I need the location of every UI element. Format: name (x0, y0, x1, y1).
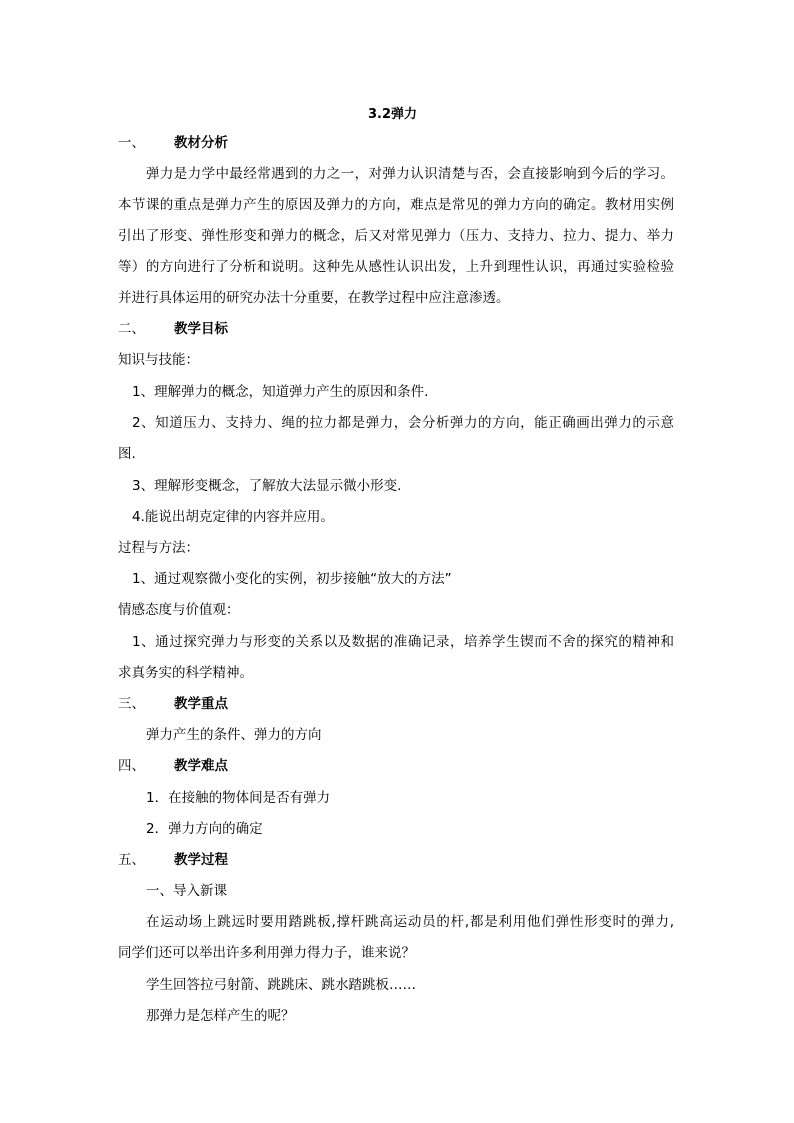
section-heading-difficulties (118, 756, 228, 776)
list-item: 1、通过观察微小变化的实例，初步接触“放大的方法” (132, 571, 452, 587)
list-item-continuation: 图. (118, 446, 136, 462)
section-heading-goals (118, 319, 228, 339)
subsection-label: 情感态度与价值观： (118, 602, 240, 618)
list-item: 2．弹力方向的确定 (146, 821, 263, 837)
paragraph-line: 引出了形变、弹性形变和弹力的概念，后又对常见弹力（压力、支持力、拉力、提力、举力 (118, 228, 674, 244)
paragraph-line: 同学们还可以举出许多利用弹力得力子，谁来说？ (118, 945, 415, 961)
subsection-label: 知识与技能： (118, 352, 199, 368)
section-title: 教学目标 (174, 321, 228, 337)
list-item: 3、理解形变概念，了解放大法显示微小形变. (132, 478, 402, 494)
list-item: 1、理解弹力的概念，知道弹力产生的原因和条件. (132, 384, 429, 400)
section-title: 教材分析 (174, 135, 228, 151)
section-number: 四、 (118, 758, 145, 774)
section-heading-analysis (118, 133, 228, 153)
list-item: 1、通过探究弹力与形变的关系以及数据的准确记录，培养学生锲而不舍的探究的精神和 (132, 634, 674, 650)
paragraph-line: 学生回答拉弓射箭、跳跳床、跳水踏跳板…… (146, 977, 416, 993)
list-item-continuation: 求真务实的科学精神。 (118, 665, 253, 681)
list-item: 2、知道压力、支持力、绳的拉力都是弹力，会分析弹力的方向，能正确画出弹力的示意 (132, 415, 674, 431)
paragraph-line: 并进行具体运用的研究办法十分重要，在教学过程中应注意渗透。 (118, 290, 510, 306)
section-number: 三、 (118, 696, 145, 712)
section-title: 教学难点 (174, 758, 228, 774)
subsection-label: 过程与方法： (118, 540, 199, 556)
subsection-label: 一、导入新课 (146, 883, 227, 899)
paragraph-line: 等）的方向进行了分析和说明。这种先从感性认识出发，上升到理性认识，再通过实验检验 (118, 259, 674, 275)
paragraph-line: 弹力是力学中最经常遇到的力之一，对弹力认识清楚与否，会直接影响到今后的学习。 (146, 166, 674, 182)
list-item: 1．在接触的物体间是否有弹力 (146, 790, 331, 806)
paragraph-line: 弹力产生的条件、弹力的方向 (146, 727, 322, 743)
document-title: 3.2弹力 (368, 107, 418, 122)
section-heading-key-points (118, 694, 228, 714)
section-number: 二、 (118, 321, 145, 337)
section-number: 五、 (118, 852, 145, 868)
section-number: 一、 (118, 135, 145, 151)
paragraph-line: 那弹力是怎样产生的呢？ (146, 1008, 295, 1024)
section-heading-process (118, 850, 228, 870)
list-item: 4.能说出胡克定律的内容并应用。 (132, 509, 334, 525)
paragraph-line: 在运动场上跳远时要用踏跳板,撑杆跳高运动员的杆,都是利用他们弹性形变时的弹力, (146, 914, 674, 930)
section-title: 教学过程 (174, 852, 228, 868)
section-title: 教学重点 (174, 696, 228, 712)
paragraph-line: 本节课的重点是弹力产生的原因及弹力的方向，难点是常见的弹力方向的确定。教材用实例 (118, 197, 674, 213)
